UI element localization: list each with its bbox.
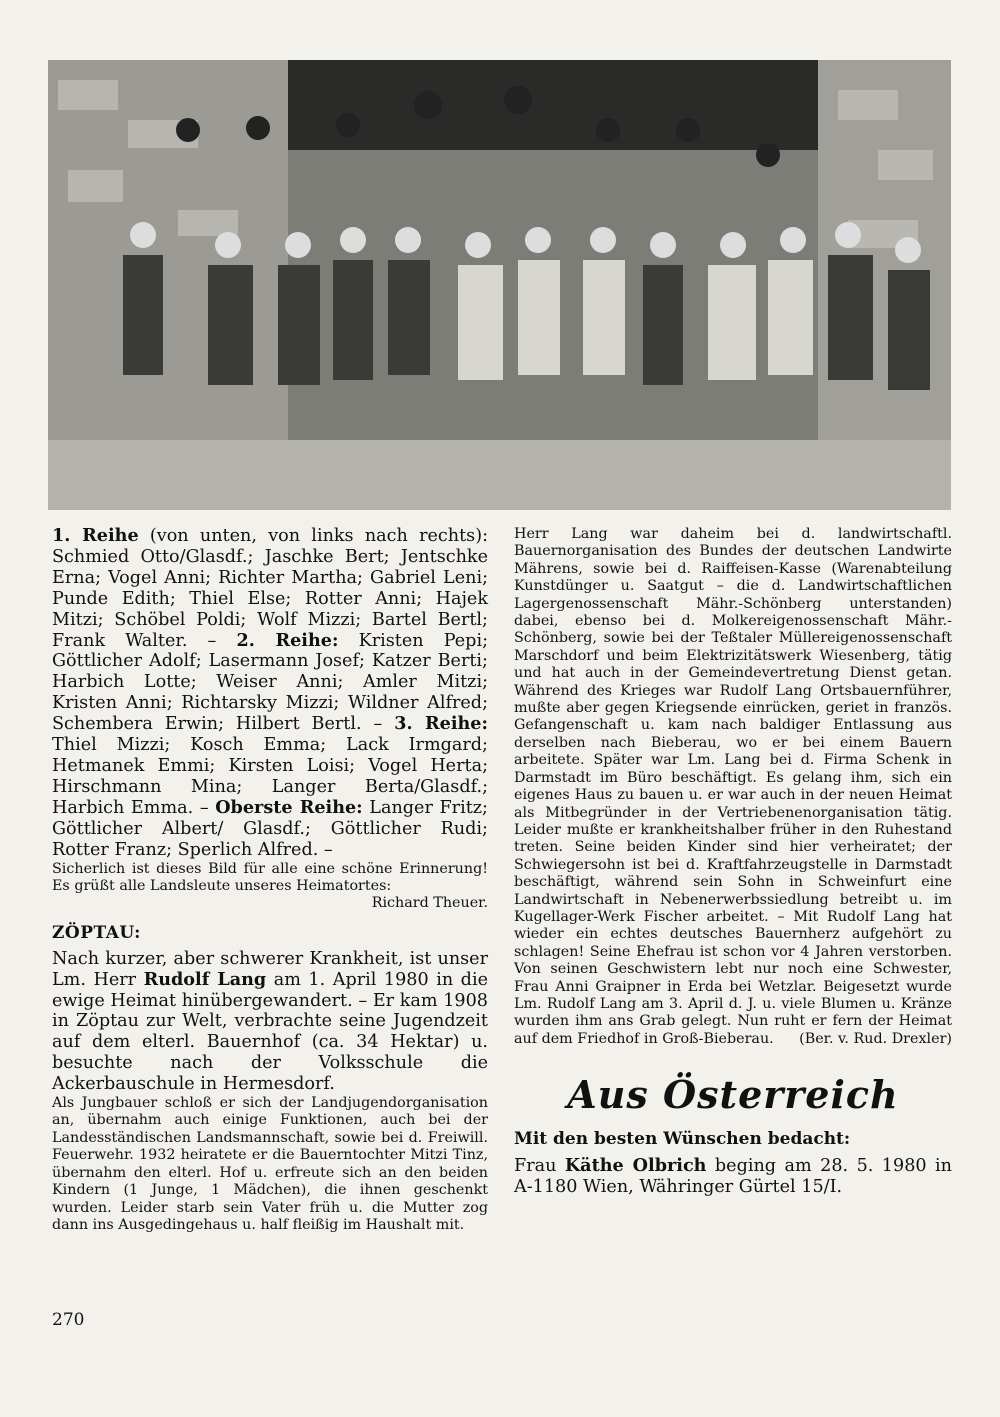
row4-label: Oberste Reihe: — [215, 796, 363, 818]
row2-names: Kristen Pepi; Göttlicher Adolf; Lasermann Josef; Katzer Berti; Harbich Lotte; Weiser Anni; Amler Mitzi; Kristen Anni; Richtarsky Mizzi; Wildner Alfred; Schembera Erwin; Hilbert Bertl. – — [52, 630, 488, 735]
row3-names: Thiel Mizzi; Kosch Emma; Lack Irmgard; Hetmanek Emmi; Kirsten Loisi; Vogel Herta; Hirschmann Mina; Langer Berta/Glasdf.; Harbich Emma. – — [52, 735, 488, 818]
austria-heading: Aus Österreich — [567, 1072, 899, 1118]
left-column — [52, 526, 488, 1234]
group-photo-icon — [48, 60, 951, 510]
zoeptau-heading: ZÖPTAU: — [52, 922, 141, 943]
page-number: 270 — [52, 1310, 85, 1330]
obituary-intro: Nach kurzer, aber schwerer Krankheit, ist unser Lm. Herr Rudolf Lang am 1. April 1980 in die ewige Heimat hinübergewandert. – Er kam 1908 in Zöptau zur Welt, verbrachte seine Jugendzeit auf dem elterl. Bauernhof (ca. 34 Hektar) u. besuchte nach der Volksschule die Ackerbauschule in Hermesdorf. — [52, 948, 488, 1095]
greeting: Sicherlich ist dieses Bild für alle eine schöne Erinnerung! Es grüßt alle Landsleute unseres Heimatortes: — [52, 860, 488, 894]
obituary-source: (Ber. v. Rud. Drexler) — [799, 1030, 952, 1047]
signature-row — [52, 895, 488, 912]
group-photo — [48, 60, 951, 510]
austria-subheading: Mit den besten Wünschen bedacht: — [514, 1129, 851, 1150]
obituary-paragraph-3: Herr Lang war daheim bei d. landwirtschaftl. Bauernorganisation des Bundes der deutschen Landwirte Mährens, sowie bei d. Raiffeisen-Kasse (Warenabteilung Kunstdünger u. Saatgut – die d. Landwirtschaftlichen Lagergenossenschaft Mähr.-Schönberg unterstanden) dabei, ebenso bei d. Molkereigenossenschaft Mähr.-Schönberg, sowie bei der Teßtaler Müllereigenossenschaft Marschdorf und beim Elektrizitätswerk Wiesenberg, tätig und hat auch in der Gemeindevertretung Dienst getan. Während des Krieges war Rudolf Lang Ortsbauernführer, mußte aber gegen Kriegsende einrücken, geriet in französ. Gefangenschaft u. kam nach baldiger Entlassung aus derselben nach Bieberau, wo er bei einem Bauern arbeitete. Später war Lm. Lang bei d. Firma Schenk in Darmstadt im Büro beschäftigt. Es gelang ihm, sich ein eigenes Haus zu bauen u. er war auch in der neuen Heimat als Mitbegründer in der Vertriebenenorganisation tätig. Leider mußte er krankheitshalber früher in den Ruhestand treten. Seine beiden Kinder sind hier verheiratet; der Schwiegersohn ist bei d. Kraftfahrzeugstelle in Darmstadt beschäftigt, während sein Sohn in Schweinfurt eine Landwirtschaft in Nebenerwerbssiedlung betreibt u. im Kugellager-Werk Fischer arbeitet. – Mit Rudolf Lang hat wieder ein echtes deutsches Bauernherz aufgehört zu schlagen! Seine Ehefrau ist schon vor 4 Jahren verstorben. Von seinen Geschwistern lebt nur noch eine Schwester, Frau Anni Graipner in Erda bei Wetzlar. Beigesetzt wurde Lm. Rudolf Lang am 3. April d. J. u. viele Blumen u. Kränze wurden ihm ans Grab gelegt. Nun ruht er fern der Heimat auf dem Friedhof in Groß-Bieberau. (Ber. v. Rud. Drexler) — [514, 526, 952, 1047]
photo-caption — [52, 526, 488, 861]
right-column — [514, 526, 952, 1198]
row1-names: (von unten, von links nach rechts): Schmied Otto/Glasdf.; Jaschke Bert; Jentschke Erna; Vogel Anni; Richter Martha; Gabriel Leni; Punde Edith; Thiel Else; Rotter Anni; Hajek Mitzi; Schöbel Poldi; Wolf Mizzi; Bartel Bertl; Frank Walter. – — [52, 526, 488, 651]
signature: Richard Theuer. — [371, 895, 488, 912]
deceased-name: Rudolf Lang — [143, 968, 267, 990]
row2-label: 2. Reihe: — [236, 629, 339, 651]
row4-names: Langer Fritz; Göttlicher Albert/ Glasdf.; Göttlicher Rudi; Rotter Franz; Sperlich Alfred. – — [52, 797, 488, 860]
celebrant-name: Käthe Olbrich — [564, 1155, 707, 1177]
birthday-notice: Frau Käthe Olbrich beging am 28. 5. 1980 in A-1180 Wien, Währinger Gürtel 15/I. — [514, 1155, 952, 1198]
obituary-paragraph-2: Als Jungbauer schloß er sich der Landjugendorganisation an, übernahm auch einige Funktionen, auch bei der Landesständischen Landsmannschaft, sowie bei d. Freiwill. Feuerwehr. 1932 heiratete er die Bauerntochter Mitzi Tinz, übernahm den elterl. Hof u. erfreute sich an den beiden Kindern (1 Junge, 1 Mädchen), die ihnen geschenkt wurden. Leider starb sein Vater früh u. die Mutter zog dann ins Ausgedingehaus u. half fleißig im Haushalt mit. — [52, 1095, 488, 1233]
row3-label: 3. Reihe: — [394, 713, 488, 735]
row1-label: 1. Reihe — [52, 525, 139, 546]
